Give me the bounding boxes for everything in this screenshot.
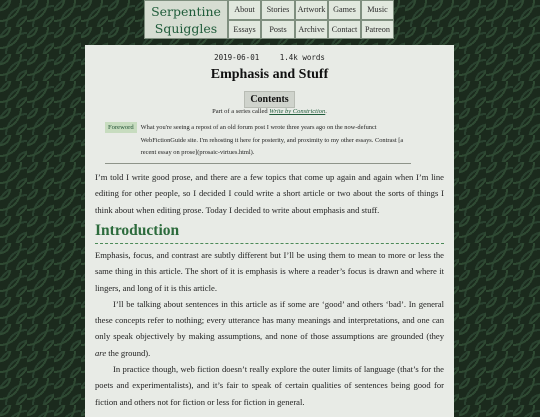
- body-paragraph-2-text-b: the ground).: [106, 347, 151, 358]
- series-suffix: .: [325, 108, 327, 115]
- article-meta: [95, 53, 444, 63]
- site-header: [144, 0, 394, 39]
- intro-paragraph: I’m told I write good prose, and there are a few topics that come up again and again when I’m line editing for other people, so I decided I could write a short article or two about the sorts of things I think about when editing prose. Today I decided to write about emphasis and stuff.: [95, 172, 444, 215]
- foreword-text: What you're seeing a repost of an old forum post I wrote three years ago on the now-defunct WebFictionGuide site. I'm rehosting it here for posterity, and proximity to my other essays. Contrast [a recent essay on prose](prosaic-virtues.html).: [140, 124, 404, 157]
- body-paragraph-3: In practice though, web fiction doesn’t really explore the outer limits of language (that’s for the poets and experimentalists), and it’s fair to speak of certain qualities of sentences being good for fiction and others not for fiction or less for fiction in general.: [95, 364, 444, 407]
- article-title: Emphasis and Stuff: [210, 67, 329, 82]
- nav-archive[interactable]: Archive: [295, 20, 328, 40]
- contents-wrapper: [95, 87, 444, 105]
- nav-posts[interactable]: Posts: [261, 20, 295, 40]
- body-paragraph-2-text-a: I’ll be talking about sentences in this article as if some are ‘good’ and others ‘bad’. In general these concepts refer to nothing; every utterance has many meanings and interpretations, and one can only speak objectively by making assumptions, and none of those assumptions are grounded (they: [95, 298, 444, 342]
- body-paragraph-2: [95, 296, 444, 361]
- article-word-count: 1.4k words: [279, 53, 325, 62]
- body-paragraph-1: Emphasis, focus, and contrast are subtly different but I’ll be using them to mean to more or less the same thing in this article. The short of it is emphasis is where a reader’s focus is drawn and where it lingers, and long of it is this article.: [95, 250, 444, 293]
- nav-contact[interactable]: Contact: [328, 20, 361, 40]
- site-title-line1: Serpentine: [151, 4, 221, 19]
- foreword-box: [105, 122, 411, 164]
- nav-music[interactable]: Music: [361, 0, 394, 20]
- body-paragraph-2-emphasis: are: [95, 347, 107, 358]
- main-nav: [228, 0, 394, 39]
- nav-stories[interactable]: Stories: [261, 0, 295, 20]
- nav-games[interactable]: Games: [328, 0, 361, 20]
- section-heading-introduction: Introduction: [95, 222, 444, 244]
- nav-about[interactable]: About: [228, 0, 261, 20]
- site-title-line2: Squiggles: [154, 21, 218, 36]
- nav-artwork[interactable]: Artwork: [295, 0, 328, 20]
- nav-essays[interactable]: Essays: [228, 20, 261, 40]
- foreword-label: Foreword: [105, 122, 137, 133]
- nav-patreon[interactable]: Patreon: [361, 20, 394, 40]
- series-prefix: Part of a series called: [212, 108, 270, 115]
- contents-button[interactable]: Contents: [244, 91, 294, 108]
- article-panel: [85, 45, 454, 417]
- series-note: [95, 108, 444, 117]
- series-link[interactable]: Write by Constriction: [269, 108, 326, 115]
- article-date: 2019-06-01: [214, 53, 260, 62]
- site-title[interactable]: [144, 0, 228, 39]
